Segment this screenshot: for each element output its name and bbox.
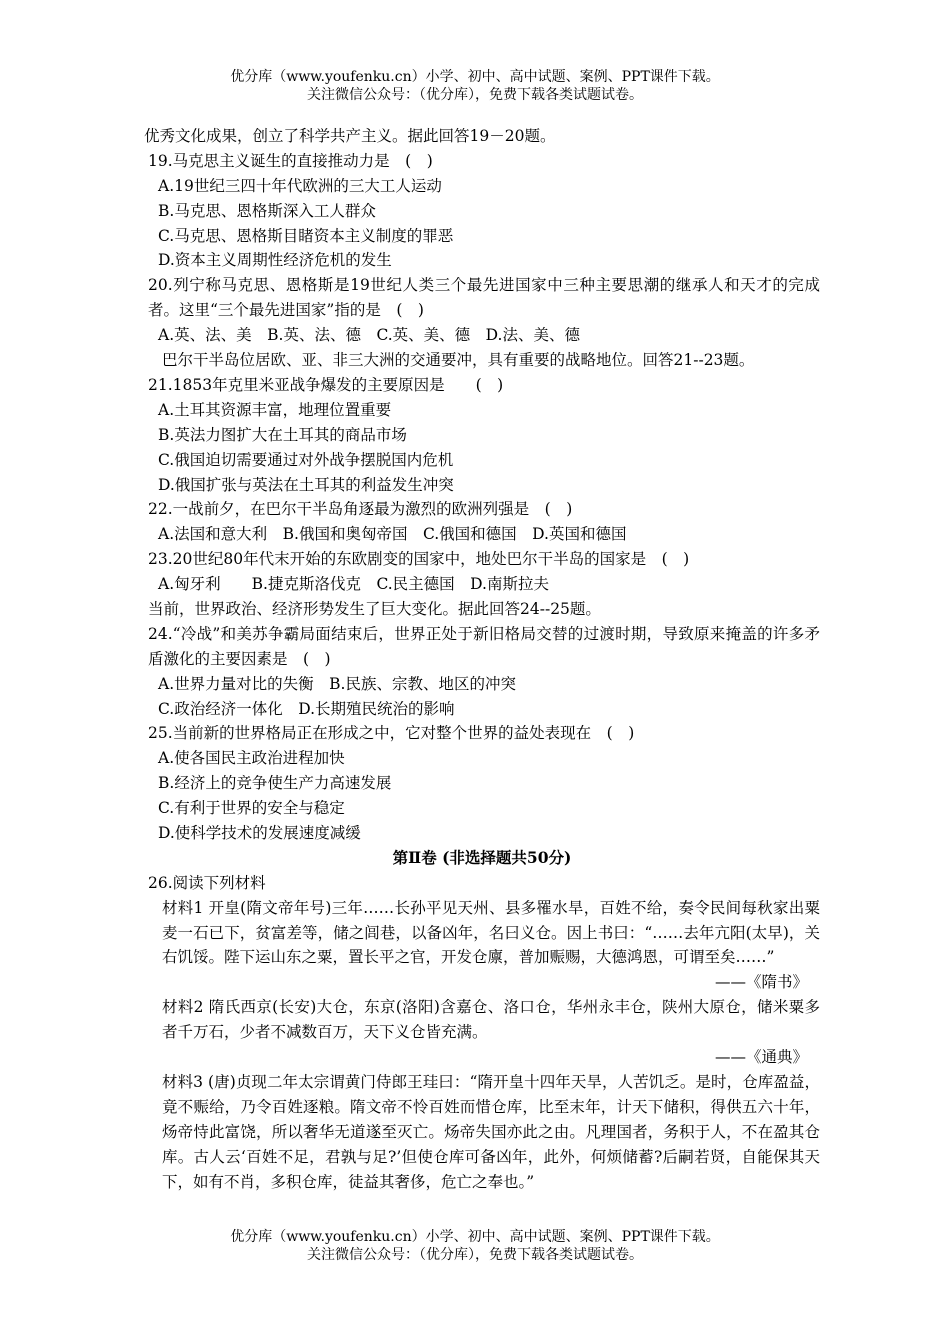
q21-option-a: A.土耳其资源丰富，地理位置重要 [158,400,392,419]
page-header [0,68,950,104]
q25-option-b: B.经济上的竞争使生产力高速发展 [158,774,392,793]
q25-option-a: A.使各国民主政治进程加快 [158,749,345,768]
material-3: 材料3 (唐)贞现二年太宗谓黄门侍郎王珪曰：“隋开皇十四年天旱，人苦饥乏。是时，仓库盈益，竟不赈给，乃令百姓逐粮。隋文帝不怜百姓而惜仓库，比至末年，计天下储积，得供五六十年，炀帝恃此富饶，所以奢华无道遂至灭亡。炀帝失国亦此之由。凡理国者，务积于人，不在盈其仓库。古人云‘百姓不足，君孰与足?’但使仓库可备凶年，此外，何烦储蓄?后嗣若贤，自能保其天下，如有不肖，多积仓库，徒益其奢侈，危亡之奉也。” [162,1072,820,1191]
q25-stem: 25.当前新的世界格局正在形成之中，它对整个世界的益处表现在 ( ) [148,724,635,743]
section-2-title: 第Ⅱ卷 (非选择题共50分) [392,847,572,867]
header-line-1: 优分库（www.youfenku.cn）小学、初中、高中试题、案例、PPT课件下载。 [230,69,720,85]
q21-option-c: C.俄国迫切需要通过对外战争摆脱国内危机 [158,450,454,469]
footer-line-1: 优分库（www.youfenku.cn）小学、初中、高中试题、案例、PPT课件下载。 [230,1229,720,1245]
q21-option-d: D.俄国扩张与英法在土耳其的利益发生冲突 [158,475,454,494]
material-2: 材料2 隋氏西京(长安)大仓，东京(洛阳)含嘉仓、洛口仓，华州永丰仓，陕州大原仓，储米粟多者千万石，少者不减数百万，天下义仓皆充满。 [162,998,820,1042]
footer-line-2: 关注微信公众号：（优分库），免费下载各类试题试卷。 [307,1247,643,1263]
q26-stem: 26.阅读下列材料 [148,873,266,892]
q19-option-b: B.马克思、恩格斯深入工人群众 [158,201,376,220]
header-line-2: 关注微信公众号：（优分库），免费下载各类试题试卷。 [307,87,643,103]
intro-19-20: 优秀文化成果，创立了科学共产主义。据此回答19－20题。 [144,127,556,145]
q19-option-a: A.19世纪三四十年代欧洲的三大工人运动 [158,176,442,195]
q21-stem: 21.1853年克里米亚战争爆发的主要原因是 ( ) [148,375,504,394]
page-content [144,124,820,1195]
q19-option-c: C.马克思、恩格斯目睹资本主义制度的罪恶 [158,226,454,245]
q24-options-ab: A.世界力量对比的失衡 B.民族、宗教、地区的冲突 [158,674,516,693]
intro-24-25: 当前，世界政治、经济形势发生了巨大变化。据此回答24--25题。 [148,599,601,618]
q21-option-b: B.英法力图扩大在土耳其的商品市场 [158,425,407,444]
intro-21-23: 巴尔干半岛位居欧、亚、非三大洲的交通要冲，具有重要的战略地位。回答21--23题。 [162,351,755,370]
page-footer [0,1228,950,1264]
source-2: ——《通典》 [714,1048,808,1067]
source-1: ——《隋书》 [714,973,808,992]
q24-stem: 24.“冷战”和美苏争霸局面结束后，世界正处于新旧格局交替的过渡时期，导致原来掩盖的许多矛盾激化的主要因素是 ( ) [148,624,820,668]
q19-stem: 19.马克思主义诞生的直接推动力是 ( ) [148,151,433,170]
q22-stem: 22.一战前夕，在巴尔干半岛角逐最为激烈的欧洲列强是 ( ) [148,500,573,519]
q25-option-d: D.使科学技术的发展速度减缓 [158,824,361,842]
q22-options: A.法国和意大利 B.俄国和奥匈帝国 C.俄国和德国 D.英国和德国 [158,525,627,544]
q25-option-c: C.有利于世界的安全与稳定 [158,799,345,818]
q23-options: A.匈牙利 B.捷克斯洛伐克 C.民主德国 D.南斯拉夫 [158,575,549,594]
q20-options: A.英、法、美 B.英、法、德 C.英、美、德 D.法、美、德 [158,326,580,345]
q23-stem: 23.20世纪80年代末开始的东欧剧变的国家中，地处巴尔干半岛的国家是 ( ) [148,550,690,569]
q19-option-d: D.资本主义周期性经济危机的发生 [158,251,392,270]
q24-options-cd: C.政治经济一体化 D.长期殖民统治的影响 [158,699,455,718]
material-1: 材料1 开皇(隋文帝年号)三年……长孙平见天州、县多罹水旱，百姓不给，奏令民间每秋家出粟麦一石已下，贫富差等，储之闾巷，以备凶年，名曰义仓。因上书曰：“……去年亢阳(太早)，关右饥馁。陛下运山东之粟，置长平之官，开发仓廪，普加赈赐，大德鸿恩，可谓至矣……” [162,898,820,967]
q20-stem: 20.列宁称马克思、恩格斯是19世纪人类三个最先进国家中三种主要思潮的继承人和天才的完成者。这里“三个最先进国家”指的是 ( ) [148,276,820,320]
